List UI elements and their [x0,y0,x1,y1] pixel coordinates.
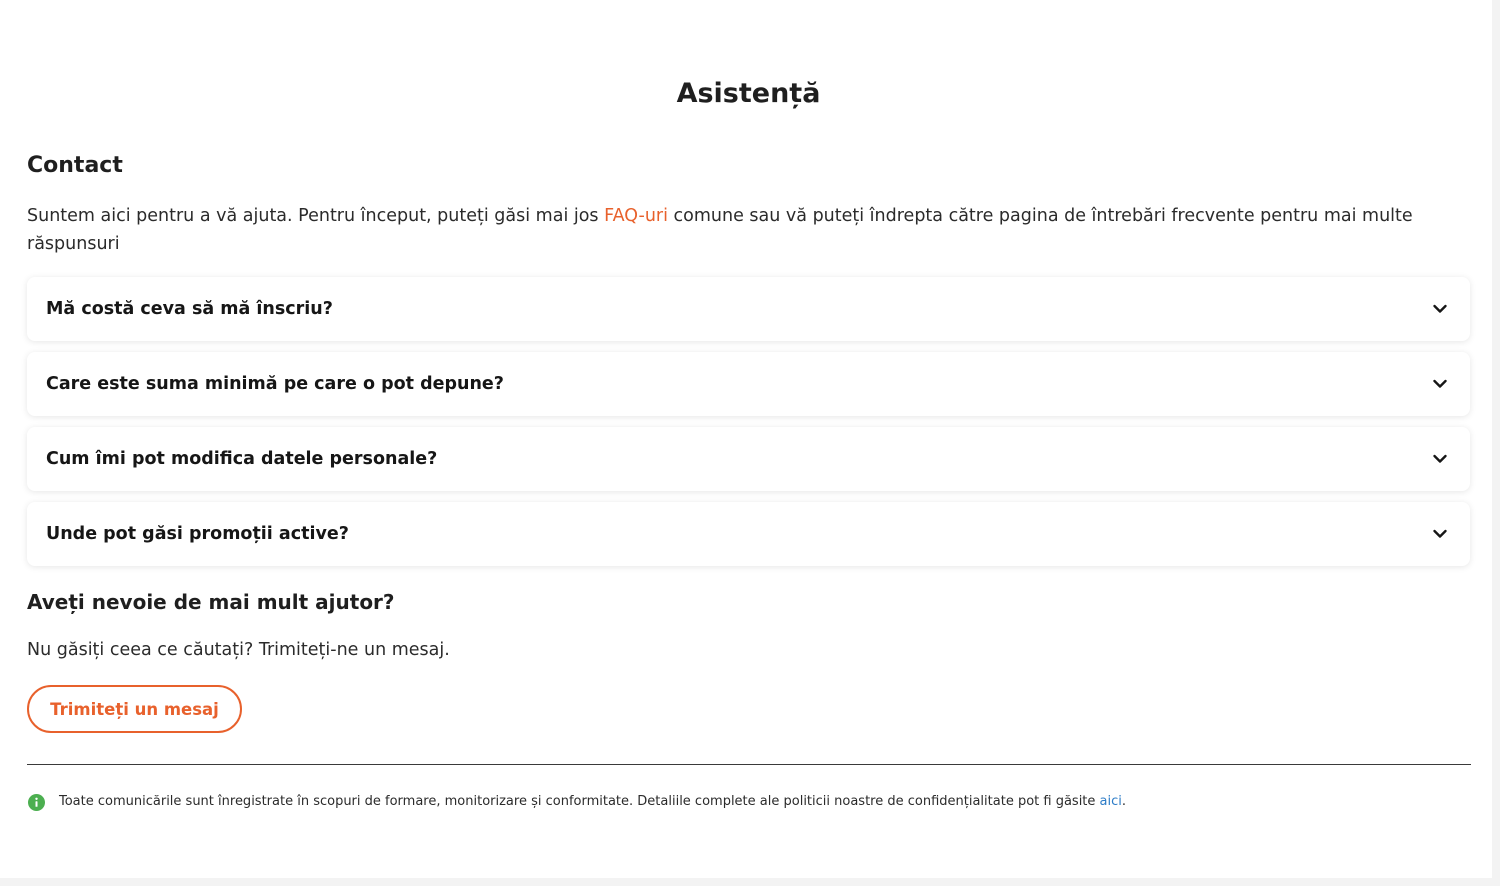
faq-question: Unde pot găsi promoții active? [46,524,349,544]
privacy-link[interactable]: aici [1099,794,1122,809]
contact-intro [27,202,1447,258]
faq-link[interactable]: FAQ-uri [604,206,668,226]
faq-question: Cum îmi pot modifica datele personale? [46,449,438,469]
intro-text-start: Suntem aici pentru a vă ajuta. Pentru început, puteți găsi mai jos [27,206,605,226]
privacy-note-end: . [1121,794,1127,809]
faq-question: Mă costă ceva să mă înscriu? [46,299,333,319]
more-help-heading: Aveți nevoie de mai mult ajutor? [27,590,395,614]
faq-item[interactable] [27,352,1470,416]
page-title: Asistență [676,78,821,109]
more-help-text: Nu găsiți ceea ce căutați? Trimiteți-ne un mesaj. [27,640,450,660]
info-icon [28,794,45,811]
intro-text-end: comune sau vă puteți îndrepta către pagina de întrebări frecvente pentru mai multe răspunsuri [27,206,1413,254]
faq-item[interactable] [27,427,1470,491]
divider [27,764,1471,765]
faq-item[interactable] [27,502,1470,566]
privacy-note [59,793,1126,811]
send-message-button[interactable]: Trimiteți un mesaj [27,685,242,733]
chevron-down-icon[interactable] [1432,376,1448,392]
privacy-note-text: Toate comunicările sunt înregistrate în scopuri de formare, monitorizare și conformitate. Detaliile complete ale politicii noastre de confidențialitate pot fi găsite [59,794,1100,809]
contact-heading: Contact [27,153,123,178]
chevron-down-icon[interactable] [1432,451,1448,467]
faq-question: Care este suma minimă pe care o pot depune? [46,374,504,394]
chevron-down-icon[interactable] [1432,526,1448,542]
chevron-down-icon[interactable] [1432,301,1448,317]
faq-item[interactable] [27,277,1470,341]
